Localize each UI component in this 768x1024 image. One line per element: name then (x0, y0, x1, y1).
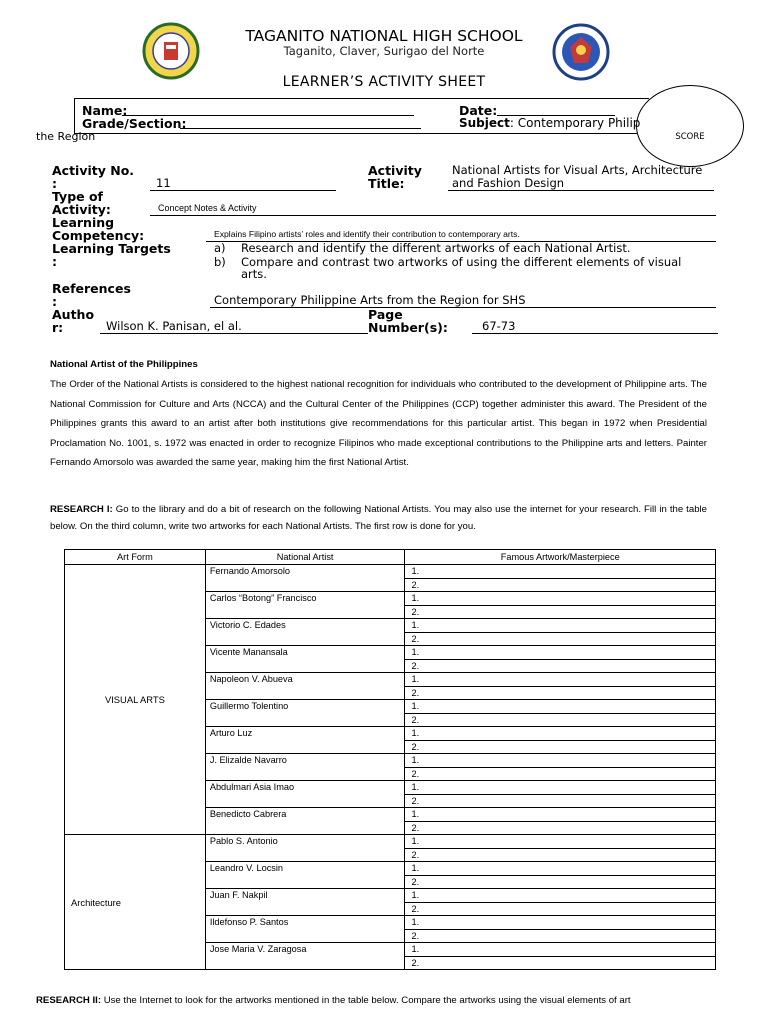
competency-value: Explains Filipino artists’ roles and identify their contribution to contemporary arts. (214, 229, 520, 239)
date-label: Date (459, 103, 493, 118)
national-artist-name: Vicente Manansala (205, 646, 405, 673)
research-2-instructions: RESEARCH II: Use the Internet to look for the artworks mentioned in the table below. Compare the artworks using the visual elements of art (36, 995, 631, 1006)
artwork-item-2[interactable]: 2. (411, 957, 420, 968)
national-artist-name: Juan F. Nakpil (205, 889, 405, 916)
national-artist-name: Arturo Luz (205, 727, 405, 754)
header-art-form: Art Form (65, 550, 206, 565)
artwork-item-1[interactable]: 1. (405, 916, 715, 930)
artwork-item-2[interactable]: 2. (411, 849, 420, 860)
artwork-item-1[interactable]: 1. (405, 808, 715, 822)
author-value: Wilson K. Panisan, el al. (100, 319, 368, 334)
artwork-item-2[interactable]: 2. (411, 714, 420, 725)
artwork-cell[interactable] (405, 754, 716, 781)
author-label: Autho (52, 307, 95, 322)
research-1-instructions: RESEARCH I: Go to the library and do a bit of research on the following National Artists. You may also use the internet for your research. Fill in the table below. On the third column, write two artworks for each National Artists. The first row is done for you. (50, 504, 707, 532)
national-artists-table (64, 549, 716, 970)
national-artist-name: J. Elizalde Navarro (205, 754, 405, 781)
national-artist-name: Victorio C. Edades (205, 619, 405, 646)
target-a: Research and identify the different artworks of each National Artist. (241, 241, 631, 255)
artwork-item-1[interactable]: 1. (405, 592, 715, 606)
national-artist-name: Carlos “Botong” Francisco (205, 592, 405, 619)
artwork-item-2[interactable]: 2. (411, 930, 420, 941)
page-number-value: 67-73 (472, 319, 718, 334)
artwork-item-1[interactable]: 1. (405, 646, 715, 660)
sheet-title: LEARNER’S ACTIVITY SHEET (282, 74, 486, 90)
artwork-item-2[interactable]: 2. (411, 741, 420, 752)
subject-overflow: the Region (36, 130, 96, 143)
artwork-item-1[interactable]: 1. (405, 943, 715, 957)
references-value: Contemporary Philippine Arts from the Region for SHS (210, 293, 716, 308)
artwork-item-2[interactable]: 2. (411, 579, 420, 590)
national-artist-name: Guillermo Tolentino (205, 700, 405, 727)
artwork-item-1[interactable]: 1. (405, 619, 715, 633)
artwork-item-1[interactable]: 1. (405, 700, 715, 714)
artwork-item-1[interactable]: 1. (405, 862, 715, 876)
national-artist-name: Abdulmari Asia Imao (205, 781, 405, 808)
artwork-item-2[interactable]: 2. (411, 606, 420, 617)
page-number-label: Page (368, 307, 403, 322)
score-circle (636, 85, 744, 167)
school-name: TAGANITO NATIONAL HIGH SCHOOL (245, 27, 523, 45)
artwork-item-1[interactable]: 1. (405, 727, 715, 741)
references-label: References (52, 281, 131, 296)
artwork-cell[interactable] (405, 727, 716, 754)
artwork-cell[interactable] (405, 835, 716, 862)
artwork-item-2[interactable]: 2. (411, 903, 420, 914)
type-value: Concept Notes & Activity (158, 203, 257, 213)
artwork-item-1[interactable]: 1. (405, 673, 715, 687)
header-famous-artwork: Famous Artwork/Masterpiece (405, 550, 716, 565)
national-artist-name: Ildefonso P. Santos (205, 916, 405, 943)
table-row (65, 565, 716, 592)
artwork-item-2[interactable]: 2. (411, 876, 420, 887)
national-artist-name: Benedicto Cabrera (205, 808, 405, 835)
artwork-item-1[interactable]: 1. (405, 889, 715, 903)
artwork-cell[interactable] (405, 808, 716, 835)
national-artist-name: Leandro V. Locsin (205, 862, 405, 889)
art-form-cell: Architecture (65, 835, 206, 970)
artwork-cell[interactable] (405, 700, 716, 727)
header-national-artist: National Artist (205, 550, 405, 565)
artwork-item-2[interactable]: 2. (411, 660, 420, 671)
art-form-cell: VISUAL ARTS (65, 565, 206, 835)
artwork-cell[interactable] (405, 943, 716, 970)
subject-value: Contemporary Philip (517, 116, 641, 130)
table-header-row (65, 550, 716, 565)
activity-title-label: Activity (368, 163, 422, 178)
activity-title-value-1: National Artists for Visual Arts, Architecture (452, 163, 703, 177)
artwork-item-2[interactable]: 2. (411, 633, 420, 644)
artwork-cell[interactable] (405, 889, 716, 916)
intro-heading: National Artist of the Philippines (50, 359, 198, 370)
activity-no-value: 11 (150, 176, 336, 191)
national-artist-name: Pablo S. Antonio (205, 835, 405, 862)
subject-label: Subject (459, 116, 510, 130)
artwork-item-2[interactable]: 2. (411, 822, 420, 833)
intro-paragraph: The Order of the National Artists is considered to the highest national recognition for individuals who contributed to the development of Philippine arts. The National Commission for Culture and Arts (NCCA) and the Cultural Center of the Philippines (CCP) together administer this award. The President of the Philippines grants this award to an artist after both institutions give recommendations for this particular artist. This began in 1972 when Presidential Proclamation No. 1001, s. 1972 was enacted in order to recognize Filipinos who made exceptional contributions to the Philippine arts and letters. Painter Fernando Amorsolo was awarded the same year, making him the first National Artist. (50, 379, 707, 468)
artwork-item-1[interactable]: 1. (405, 754, 715, 768)
grade-section-label: Grade/Section (82, 116, 182, 131)
table-row (65, 835, 716, 862)
national-artist-name: Jose Maria V. Zaragosa (205, 943, 405, 970)
artwork-cell[interactable] (405, 619, 716, 646)
competency-label: Learning (52, 215, 115, 230)
activity-no-label: Activity No. (52, 163, 135, 178)
artwork-cell[interactable] (405, 646, 716, 673)
national-artist-name: Fernando Amorsolo (205, 565, 405, 592)
artwork-item-2[interactable]: 2. (411, 795, 420, 806)
school-address: Taganito, Claver, Surigao del Norte (283, 44, 485, 58)
artwork-item-1[interactable]: 1. (405, 781, 715, 795)
grade-section-field[interactable] (180, 128, 421, 129)
artwork-item-2[interactable]: 2. (411, 687, 420, 698)
artwork-cell[interactable] (405, 781, 716, 808)
artwork-cell[interactable] (405, 565, 716, 592)
artwork-item-1[interactable]: 1. (405, 565, 715, 579)
activity-title-value-2: and Fashion Design (448, 176, 714, 191)
artwork-item-1[interactable]: 1. (405, 835, 715, 849)
name-label: Name (82, 103, 123, 118)
artwork-cell[interactable] (405, 862, 716, 889)
artwork-cell[interactable] (405, 592, 716, 619)
targets-label: Learning Targets (52, 241, 171, 256)
target-b: Compare and contrast two artworks of using the different elements of visual (241, 255, 682, 269)
national-artist-name: Napoleon V. Abueva (205, 673, 405, 700)
artwork-item-2[interactable]: 2. (411, 768, 420, 779)
score-label: SCORE (675, 132, 705, 142)
type-label: Type of (52, 189, 103, 204)
artwork-cell[interactable] (405, 673, 716, 700)
artwork-cell[interactable] (405, 916, 716, 943)
